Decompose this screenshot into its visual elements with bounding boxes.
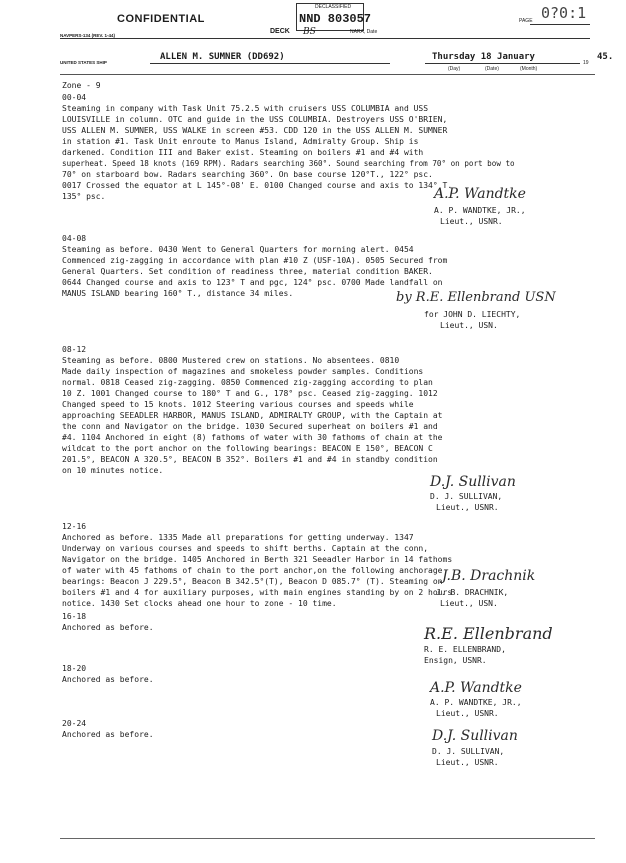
watch-period-00-04: 00-04 <box>62 93 87 102</box>
stamp-main-text: NND 803057 <box>299 12 372 26</box>
officer-name: R. E. ELLENBRAND, <box>424 645 506 654</box>
watch-entry-20-24 <box>62 729 154 740</box>
signature-handwritten: D.J. Sullivan <box>432 728 518 744</box>
stamp-initials: BS <box>303 27 316 37</box>
log-line: darkened. Condition III and Baker exist. Steaming on boilers #1 and #4 with <box>62 148 424 157</box>
date-label: (Date) <box>485 66 499 72</box>
log-line: Anchored as before. <box>62 623 154 632</box>
log-line: 135° psc. <box>62 192 106 201</box>
watch-period-04-08: 04-08 <box>62 234 87 243</box>
officer-name: D. J. SULLIVAN, <box>432 747 505 756</box>
log-line: Changed speed to 15 knots. 1012 Steering various courses and speeds while <box>62 400 414 409</box>
log-line: the conn and Navigator on the bridge. 1030 Secured superheat on boilers #1 and <box>62 422 438 431</box>
signature-handwritten: R.E. Ellenbrand <box>424 624 553 643</box>
log-line: USS ALLEN M. SUMNER, USS WALKE in screen #53. CDD 120 in the USS ALLEN M. SUMNER <box>62 126 448 135</box>
log-line: Steaming as before. 0800 Mustered crew on stations. No absentees. 0810 <box>62 356 400 365</box>
officer-name: D. J. SULLIVAN, <box>430 492 503 501</box>
log-line: bearings: Beacon J 229.5°, Beacon B 342.5°(T), Beacon D 085.7° (T). Steaming on <box>62 577 443 586</box>
log-line: General Quarters. Set condition of readiness three, material condition BAKER. <box>62 267 433 276</box>
watch-period-08-12: 08-12 <box>62 345 87 354</box>
signature-handwritten: D.J. Sullivan <box>430 474 516 490</box>
officer-rank: Lieut., USNR. <box>436 709 499 718</box>
log-line: on 10 minutes notice. <box>62 466 164 475</box>
signature-handwritten: A.P. Wandtke <box>434 186 526 202</box>
watch-entry-18-20 <box>62 674 154 685</box>
day-label: (Day) <box>448 66 461 72</box>
year-prefix: 19 <box>583 60 589 66</box>
log-line: 0017 Crossed the equator at L 145°-08' E. 0100 Changed course and axis to 134° T. <box>62 181 453 190</box>
officer-name: J. B. DRACHNIK, <box>436 588 509 597</box>
log-line: MANUS ISLAND bearing 160° T., distance 34 miles. <box>62 289 294 298</box>
watch-period-12-16: 12-16 <box>62 522 87 531</box>
officer-rank: Ensign, USNR. <box>424 656 487 665</box>
month-label: (Month) <box>520 66 538 72</box>
ship-name-rule <box>150 63 390 64</box>
log-line: approaching SEEADLER HARBOR, MANUS ISLAND, ADMIRALTY GROUP, with the Captain at <box>62 411 443 420</box>
log-line: LOUISVILLE in column. OTC and guide in the USS COLUMBIA. Destroyers USS O'BRIEN, <box>62 115 448 124</box>
stamp-nara-date: NARA, Date <box>350 29 378 35</box>
log-line: in station #1. Task Unit enroute to Manus Island, Admiralty Group. Ship is <box>62 137 419 146</box>
log-line: of water with 45 fathoms of chain to the port anchor,on the following anchorage <box>62 566 443 575</box>
ship-label: UNITED STATES SHIP <box>60 60 107 65</box>
log-line: 201.5°, BEACON A 320.5°, BEACON B 352°. Boilers #1 and #4 in standby condition <box>62 455 438 464</box>
log-line: Anchored as before. <box>62 730 154 739</box>
watch-period-20-24: 20-24 <box>62 719 87 728</box>
form-number: NAVPERS-134 (REV. 1-44) <box>60 33 116 38</box>
log-line: Made daily inspection of magazines and smokeless powder samples. Conditions <box>62 367 424 376</box>
deck-label: DECK <box>270 28 290 35</box>
ship-name: ALLEN M. SUMNER (DD692) <box>160 52 285 62</box>
footer-rule <box>60 838 595 839</box>
header-top-rule <box>60 38 590 39</box>
officer-rank: Lieut., USNR. <box>436 503 499 512</box>
signature-handwritten: A.P. Wandtke <box>430 680 522 696</box>
log-line: Anchored as before. <box>62 675 154 684</box>
officer-rank: Lieut., USNR. <box>440 217 503 226</box>
log-line: notice. 1430 Set clocks ahead one hour to zone - 10 time. <box>62 599 337 608</box>
header-bottom-rule <box>60 74 595 75</box>
log-year: 45. <box>597 52 614 62</box>
log-line: superheat. Speed 18 knots (169 RPM). Radars searching 360°. Sound searching from 70° on port bow to <box>62 159 515 168</box>
page-number-rule <box>530 24 590 25</box>
officer-rank: Lieut., USN. <box>440 321 498 330</box>
stamp-top-text: DECLASSIFIED <box>315 4 352 10</box>
watch-entry-08-12 <box>62 355 443 476</box>
officer-rank: Lieut., USN. <box>440 599 498 608</box>
log-line: Steaming as before. 0430 Went to General Quarters for morning alert. 0454 <box>62 245 414 254</box>
watch-period-16-18: 16-18 <box>62 612 87 621</box>
officer-name: A. P. WANDTKE, JR., <box>430 698 522 707</box>
officer-name: for JOHN D. LIECHTY, <box>424 310 521 319</box>
log-line: boilers #1 and 4 for auxiliary purposes, with main engines standing by on 2 hours <box>62 588 453 597</box>
log-line: Anchored as before. 1335 Made all preparations for getting underway. 1347 <box>62 533 414 542</box>
watch-entry-04-08 <box>62 244 447 299</box>
watch-period-18-20: 18-20 <box>62 664 87 673</box>
log-line: Commenced zig-zagging in accordance with plan #10 Z (USF-10A). 0505 Secured from <box>62 256 448 265</box>
classification-label: CONFIDENTIAL <box>117 13 205 25</box>
log-line: 70° on starboard bow. Radars searching 360°. On base course 120°T., 122° psc. <box>62 170 433 179</box>
log-line: 10 Z. 1001 Changed course to 180° T and G., 178° psc. Ceased zig-zagging. 1012 <box>62 389 438 398</box>
log-line: 0644 Changed course and axis to 123° T and pgc, 124° psc. 0700 Made landfall on <box>62 278 443 287</box>
page-number: 0?0:1 <box>541 4 587 22</box>
officer-rank: Lieut., USNR. <box>436 758 499 767</box>
log-line: Underway on various courses and speeds to shift berths. Captain at the conn, <box>62 544 429 553</box>
signature-handwritten: J.B. Drachnik <box>442 568 536 584</box>
watch-entry-12-16 <box>62 532 452 609</box>
log-line: Navigator on the bridge. 1405 Anchored in Berth 321 Seeadler Harbor in 14 fathoms <box>62 555 453 564</box>
signature-handwritten: by R.E. Ellenbrand USN <box>396 290 556 305</box>
page-label: PAGE <box>519 18 533 24</box>
log-line: normal. 0818 Ceased zig-zagging. 0850 Commenced zig-zagging according to plan <box>62 378 433 387</box>
zone-label: Zone - 9 <box>62 81 101 90</box>
officer-name: A. P. WANDTKE, JR., <box>434 206 526 215</box>
log-date: Thursday 18 January <box>432 52 535 62</box>
log-line: wildcat to the port anchor on the following bearings: BEACON E 150°, BEACON C <box>62 444 433 453</box>
log-line: Steaming in company with Task Unit 75.2.5 with cruisers USS COLUMBIA and USS <box>62 104 429 113</box>
watch-entry-16-18 <box>62 622 154 633</box>
date-rule <box>425 63 580 64</box>
log-line: #4. 1104 Anchored in eight (8) fathoms of water with 30 fathoms of chain at the <box>62 433 443 442</box>
